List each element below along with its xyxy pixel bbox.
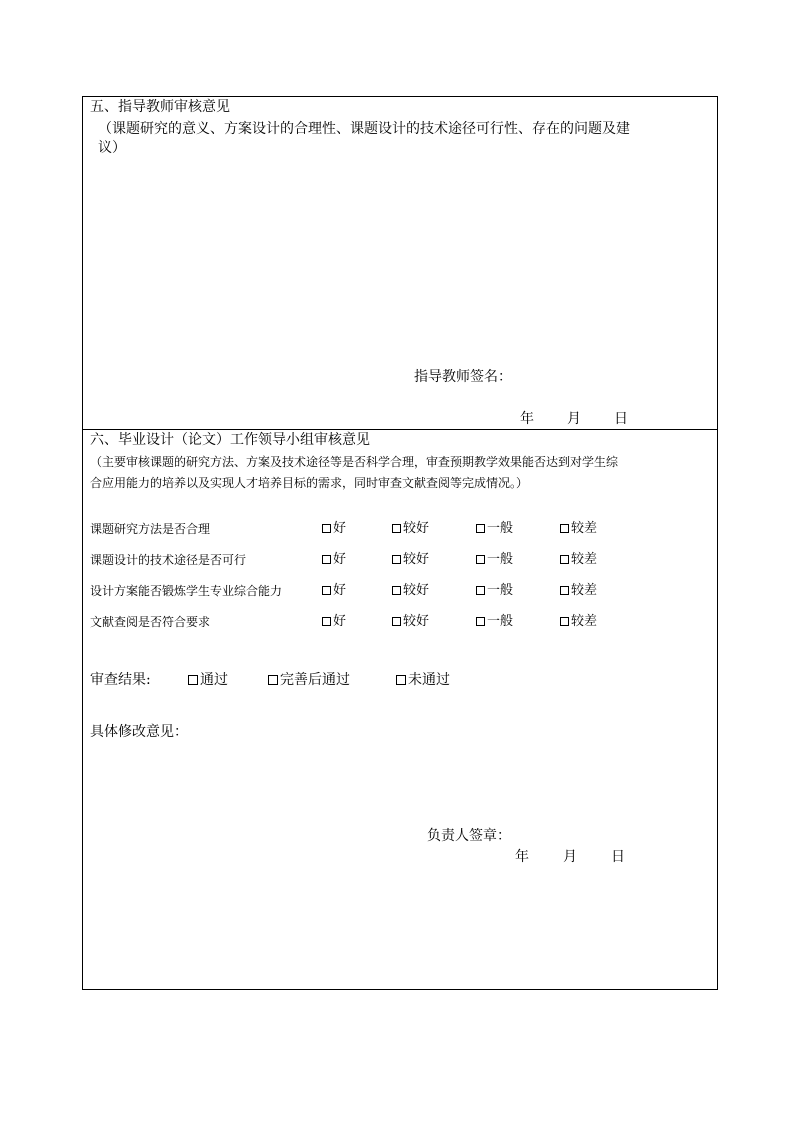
criterion-option-fairly-good[interactable]: 较好 bbox=[392, 521, 429, 537]
criterion-option-poor[interactable]: 较差 bbox=[560, 552, 597, 568]
criterion-option-average[interactable]: 一般 bbox=[476, 583, 513, 599]
section6-date-month: 月 bbox=[563, 849, 577, 865]
section-divider bbox=[82, 429, 718, 430]
criterion-label: 设计方案能否锻炼学生专业综合能力 bbox=[90, 584, 283, 598]
section6-title: 六、毕业设计（论文）工作领导小组审核意见 bbox=[90, 432, 370, 448]
checkbox-icon[interactable] bbox=[476, 524, 485, 533]
checkbox-icon[interactable] bbox=[560, 555, 569, 564]
criterion-option-poor[interactable]: 较差 bbox=[560, 521, 597, 537]
section5-date-day: 日 bbox=[614, 411, 628, 427]
checkbox-icon[interactable] bbox=[268, 675, 278, 685]
criterion-label: 课题研究方法是否合理 bbox=[90, 522, 211, 536]
checkbox-icon[interactable] bbox=[560, 524, 569, 533]
criterion-option-fairly-good[interactable]: 较好 bbox=[392, 614, 429, 630]
criterion-option-average[interactable]: 一般 bbox=[476, 614, 513, 630]
criterion-label: 课题设计的技术途径是否可行 bbox=[90, 553, 247, 567]
section5-date-month: 月 bbox=[567, 411, 581, 427]
section6-date-year: 年 bbox=[515, 849, 529, 865]
checkbox-icon[interactable] bbox=[476, 617, 485, 626]
checkbox-icon[interactable] bbox=[476, 586, 485, 595]
criterion-option-good[interactable]: 好 bbox=[322, 552, 346, 568]
checkbox-icon[interactable] bbox=[322, 524, 331, 533]
checkbox-icon[interactable] bbox=[188, 675, 198, 685]
section5-date-year: 年 bbox=[520, 411, 534, 427]
section6-date-day: 日 bbox=[611, 849, 625, 865]
review-result-label: 审查结果: bbox=[90, 672, 151, 688]
checkbox-icon[interactable] bbox=[560, 586, 569, 595]
criterion-option-fairly-good[interactable]: 较好 bbox=[392, 583, 429, 599]
criterion-option-poor[interactable]: 较差 bbox=[560, 583, 597, 599]
revision-comments-label: 具体修改意见： bbox=[90, 724, 188, 740]
checkbox-icon[interactable] bbox=[392, 586, 401, 595]
criterion-option-poor[interactable]: 较差 bbox=[560, 614, 597, 630]
checkbox-icon[interactable] bbox=[392, 617, 401, 626]
criterion-option-average[interactable]: 一般 bbox=[476, 521, 513, 537]
criterion-option-average[interactable]: 一般 bbox=[476, 552, 513, 568]
checkbox-icon[interactable] bbox=[322, 555, 331, 564]
checkbox-icon[interactable] bbox=[392, 524, 401, 533]
responsible-signature-label: 负责人签章： bbox=[427, 828, 511, 844]
checkbox-icon[interactable] bbox=[396, 675, 406, 685]
section5-title: 五、指导教师审核意见 bbox=[90, 99, 230, 115]
checkbox-icon[interactable] bbox=[560, 617, 569, 626]
criterion-option-fairly-good[interactable]: 较好 bbox=[392, 552, 429, 568]
checkbox-icon[interactable] bbox=[322, 586, 331, 595]
criterion-option-good[interactable]: 好 bbox=[322, 583, 346, 599]
result-option-pass[interactable]: 通过 bbox=[188, 672, 228, 689]
checkbox-icon[interactable] bbox=[392, 555, 401, 564]
criterion-option-good[interactable]: 好 bbox=[322, 521, 346, 537]
criterion-label: 文献查阅是否符合要求 bbox=[90, 615, 211, 629]
checkbox-icon[interactable] bbox=[476, 555, 485, 564]
checkbox-icon[interactable] bbox=[322, 617, 331, 626]
section6-note-line1: （主要审核课题的研究方法、方案及技术途径等是否科学合理，审查预期教学效果能否达到对学生综 bbox=[90, 455, 619, 469]
section5-note-line1: （课题研究的意义、方案设计的合理性、课题设计的技术途径可行性、存在的问题及建 bbox=[98, 121, 630, 137]
advisor-signature-label: 指导教师签名： bbox=[414, 369, 512, 385]
result-option-fail[interactable]: 未通过 bbox=[396, 672, 450, 689]
section5-note-line2: 议） bbox=[98, 140, 126, 156]
criterion-option-good[interactable]: 好 bbox=[322, 614, 346, 630]
section6-note-line2: 合应用能力的培养以及实现人才培养目标的需求，同时审查文献查阅等完成情况。） bbox=[90, 476, 529, 490]
result-option-pass-after-revision[interactable]: 完善后通过 bbox=[268, 672, 350, 689]
